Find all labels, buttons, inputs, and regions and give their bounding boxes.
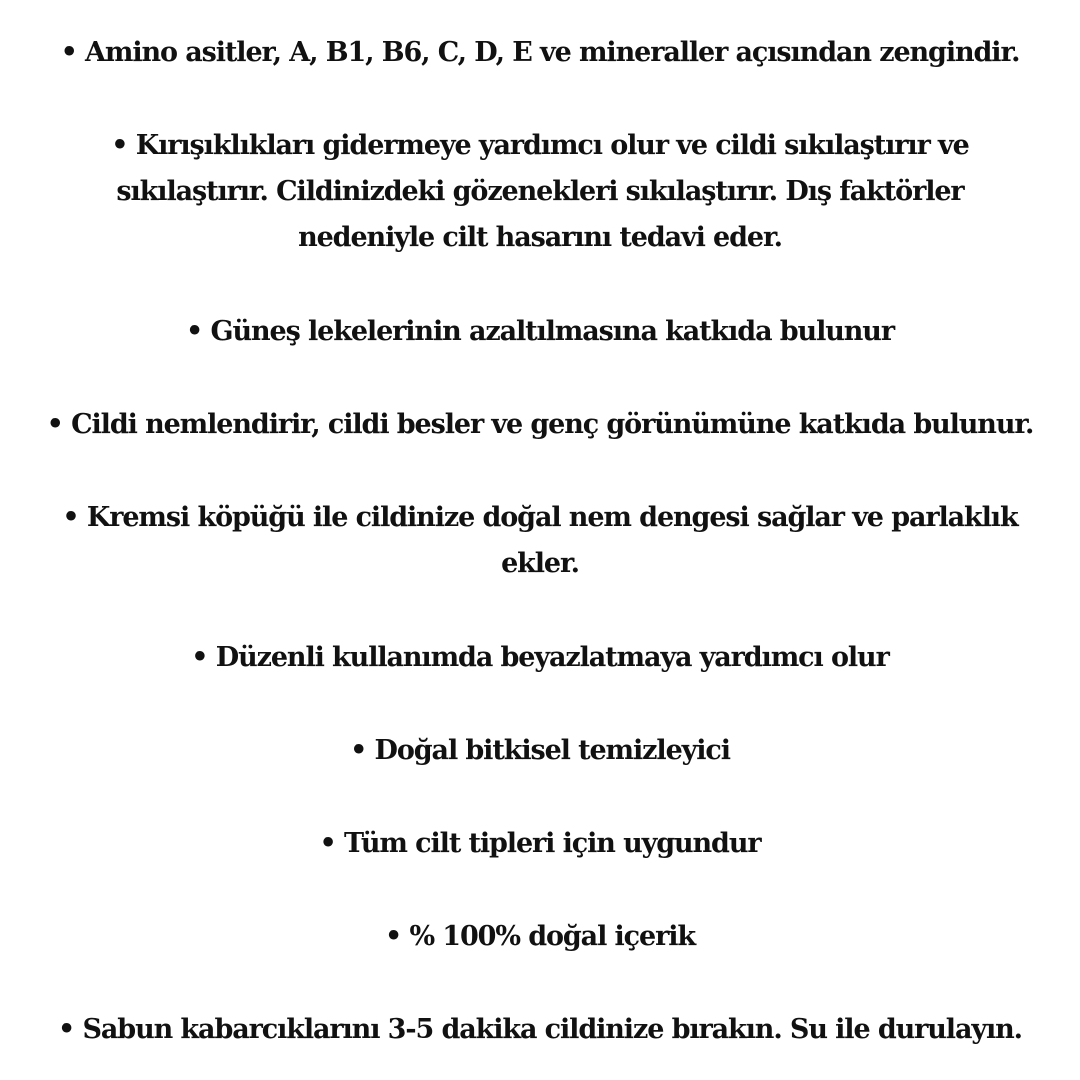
feature-whitening	[0, 635, 1080, 681]
feature-herbal-cleanser	[0, 728, 1080, 774]
feature-natural-content	[0, 914, 1080, 960]
feature-sun-spots	[0, 309, 1080, 355]
feature-text: • Doğal bitkisel temizleyici	[350, 735, 730, 766]
feature-creamy-foam	[0, 495, 1080, 587]
feature-line: • Kırışıklıkları gidermeye yardımcı olur ve cildi sıkılaştırır ve	[111, 130, 969, 161]
feature-usage-instructions	[0, 1007, 1080, 1053]
feature-text: • Tüm cilt tipleri için uygundur	[319, 828, 761, 859]
feature-all-skin-types	[0, 821, 1080, 867]
feature-line: • Kremsi köpüğü ile cildinize doğal nem dengesi sağlar ve parlaklık	[62, 502, 1018, 533]
feature-text: • Düzenli kullanımda beyazlatmaya yardımcı olur	[191, 642, 889, 673]
feature-text: • Sabun kabarcıklarını 3-5 dakika cildinize bırakın. Su ile durulayın.	[58, 1014, 1022, 1045]
feature-text: • % 100% doğal içerik	[384, 921, 695, 952]
feature-text: • Güneş lekelerinin azaltılmasına katkıda bulunur	[186, 316, 894, 347]
feature-text: • Amino asitler, A, B1, B6, C, D, E ve mineraller açısından zengindir.	[60, 37, 1020, 68]
feature-line: ekler.	[501, 548, 579, 579]
feature-moisturize	[0, 402, 1080, 448]
feature-amino-acids	[0, 30, 1080, 76]
feature-line: nedeniyle cilt hasarını tedavi eder.	[298, 222, 782, 253]
feature-wrinkles	[0, 123, 1080, 261]
feature-line: sıkılaştırır. Cildinizdeki gözenekleri sıkılaştırır. Dış faktörler	[116, 176, 964, 207]
feature-text: • Cildi nemlendirir, cildi besler ve genç görünümüne katkıda bulunur.	[46, 409, 1034, 440]
